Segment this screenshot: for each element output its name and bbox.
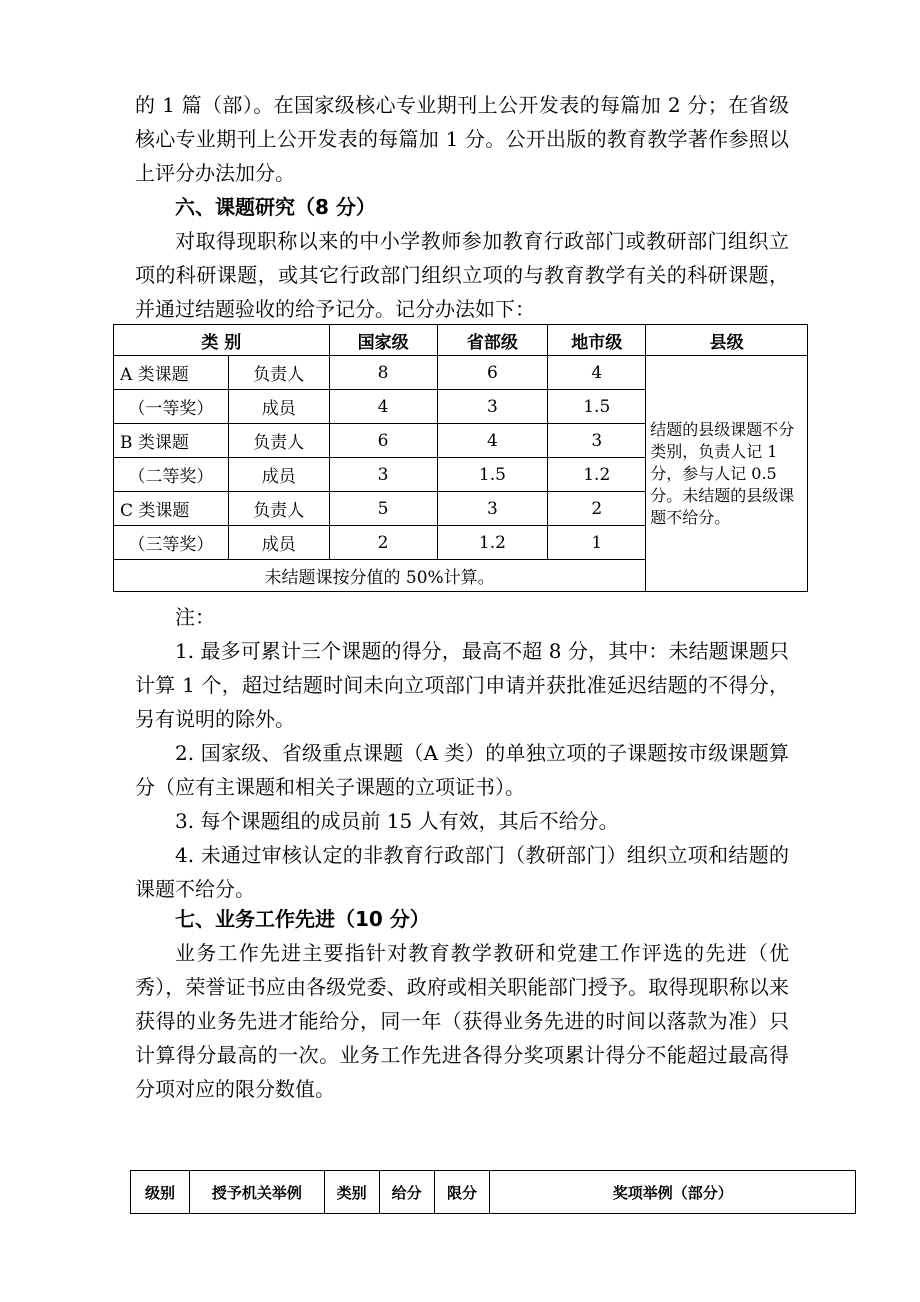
header-authority: 授予机关举例 — [189, 1171, 324, 1214]
national-score: 2 — [329, 526, 437, 560]
section-heading-6: 六、课题研究（8 分） — [175, 195, 376, 219]
category-cell: C 类课题 — [114, 492, 229, 526]
provincial-score: 3 — [437, 390, 548, 424]
category-cell: B 类课题 — [114, 424, 229, 458]
city-score: 1 — [548, 526, 646, 560]
role-cell: 成员 — [228, 526, 329, 560]
table-footer-note: 未结题课按分值的 50%计算。 — [114, 560, 646, 592]
paragraph-section-6: 对取得现职称以来的中小学教师参加教育行政部门或教研部门组织立项的科研课题，或其它行政部门组织立项的与教育教学有关的科研课题，并通过结题验收的给予记分。记分办法如下： — [135, 229, 789, 321]
role-cell: 负责人 — [228, 356, 329, 390]
note-item-3: 3. 每个课题组的成员前 15 人有效，其后不给分。 — [175, 809, 619, 833]
city-score: 1.2 — [548, 458, 646, 492]
business-award-table — [130, 1170, 856, 1214]
header-award-examples: 奖项举例（部分） — [490, 1171, 856, 1214]
provincial-score: 4 — [437, 424, 548, 458]
city-score: 4 — [548, 356, 646, 390]
header-type: 类别 — [324, 1171, 379, 1214]
header-limit: 限分 — [434, 1171, 490, 1214]
header-county: 县级 — [646, 325, 808, 356]
paragraph-section-7: 业务工作先进主要指针对教育教学教研和党建工作评选的先进（优秀），荣誉证书应由各级党委、政府或相关职能部门授予。取得现职称以来获得的业务先进才能给分，同一年（获得业务先进的时间以落款为准）只计算得分最高的一次。业务工作先进各得分奖项累计得分不能超过最高得分项对应的限分数值。 — [135, 941, 789, 1101]
category-award-cell: （一等奖） — [114, 390, 229, 424]
header-provincial: 省部级 — [437, 325, 548, 356]
category-award-cell: （三等奖） — [114, 526, 229, 560]
provincial-score: 6 — [437, 356, 548, 390]
national-score: 4 — [329, 390, 437, 424]
city-score: 3 — [548, 424, 646, 458]
header-level: 级别 — [131, 1171, 190, 1214]
provincial-score: 1.5 — [437, 458, 548, 492]
provincial-score: 1.2 — [437, 526, 548, 560]
category-cell: A 类课题 — [114, 356, 229, 390]
city-score: 1.5 — [548, 390, 646, 424]
header-city: 地市级 — [548, 325, 646, 356]
paragraph-intro: 的 1 篇（部）。在国家级核心专业期刊上公开发表的每篇加 2 分；在省级核心专业期刊上公开发表的每篇加 1 分。公开出版的教育教学著作参照以上评分办法加分。 — [135, 93, 789, 185]
note-item-4: 4. 未通过审核认定的非教育行政部门（教研部门）组织立项和结题的课题不给分。 — [135, 843, 789, 901]
national-score: 3 — [329, 458, 437, 492]
note-item-2: 2. 国家级、省级重点课题（A 类）的单独立项的子课题按市级课题算分（应有主课题和相关子课题的立项证书）。 — [135, 741, 789, 799]
note-item-1: 1. 最多可累计三个课题的得分，最高不超 8 分，其中：未结题课题只计算 1 个，超过结题时间未向立项部门申请并获批准延迟结题的不得分，另有说明的除外。 — [135, 639, 789, 731]
table-row — [114, 356, 808, 390]
section-heading-7: 七、业务工作先进（10 分） — [175, 907, 430, 931]
header-category: 类 别 — [114, 325, 330, 356]
header-score: 给分 — [379, 1171, 434, 1214]
national-score: 6 — [329, 424, 437, 458]
header-national: 国家级 — [329, 325, 437, 356]
research-score-table — [113, 324, 808, 592]
role-cell: 成员 — [228, 458, 329, 492]
role-cell: 成员 — [228, 390, 329, 424]
table-header-row — [114, 325, 808, 356]
table-header-row — [131, 1171, 856, 1214]
city-score: 2 — [548, 492, 646, 526]
provincial-score: 3 — [437, 492, 548, 526]
role-cell: 负责人 — [228, 492, 329, 526]
national-score: 8 — [329, 356, 437, 390]
county-note-cell: 结题的县级课题不分类别，负责人记 1 分，参与人记 0.5 分。未结题的县级课题不给分。 — [646, 356, 808, 592]
role-cell: 负责人 — [228, 424, 329, 458]
category-award-cell: （二等奖） — [114, 458, 229, 492]
notes-label: 注： — [175, 605, 215, 629]
national-score: 5 — [329, 492, 437, 526]
